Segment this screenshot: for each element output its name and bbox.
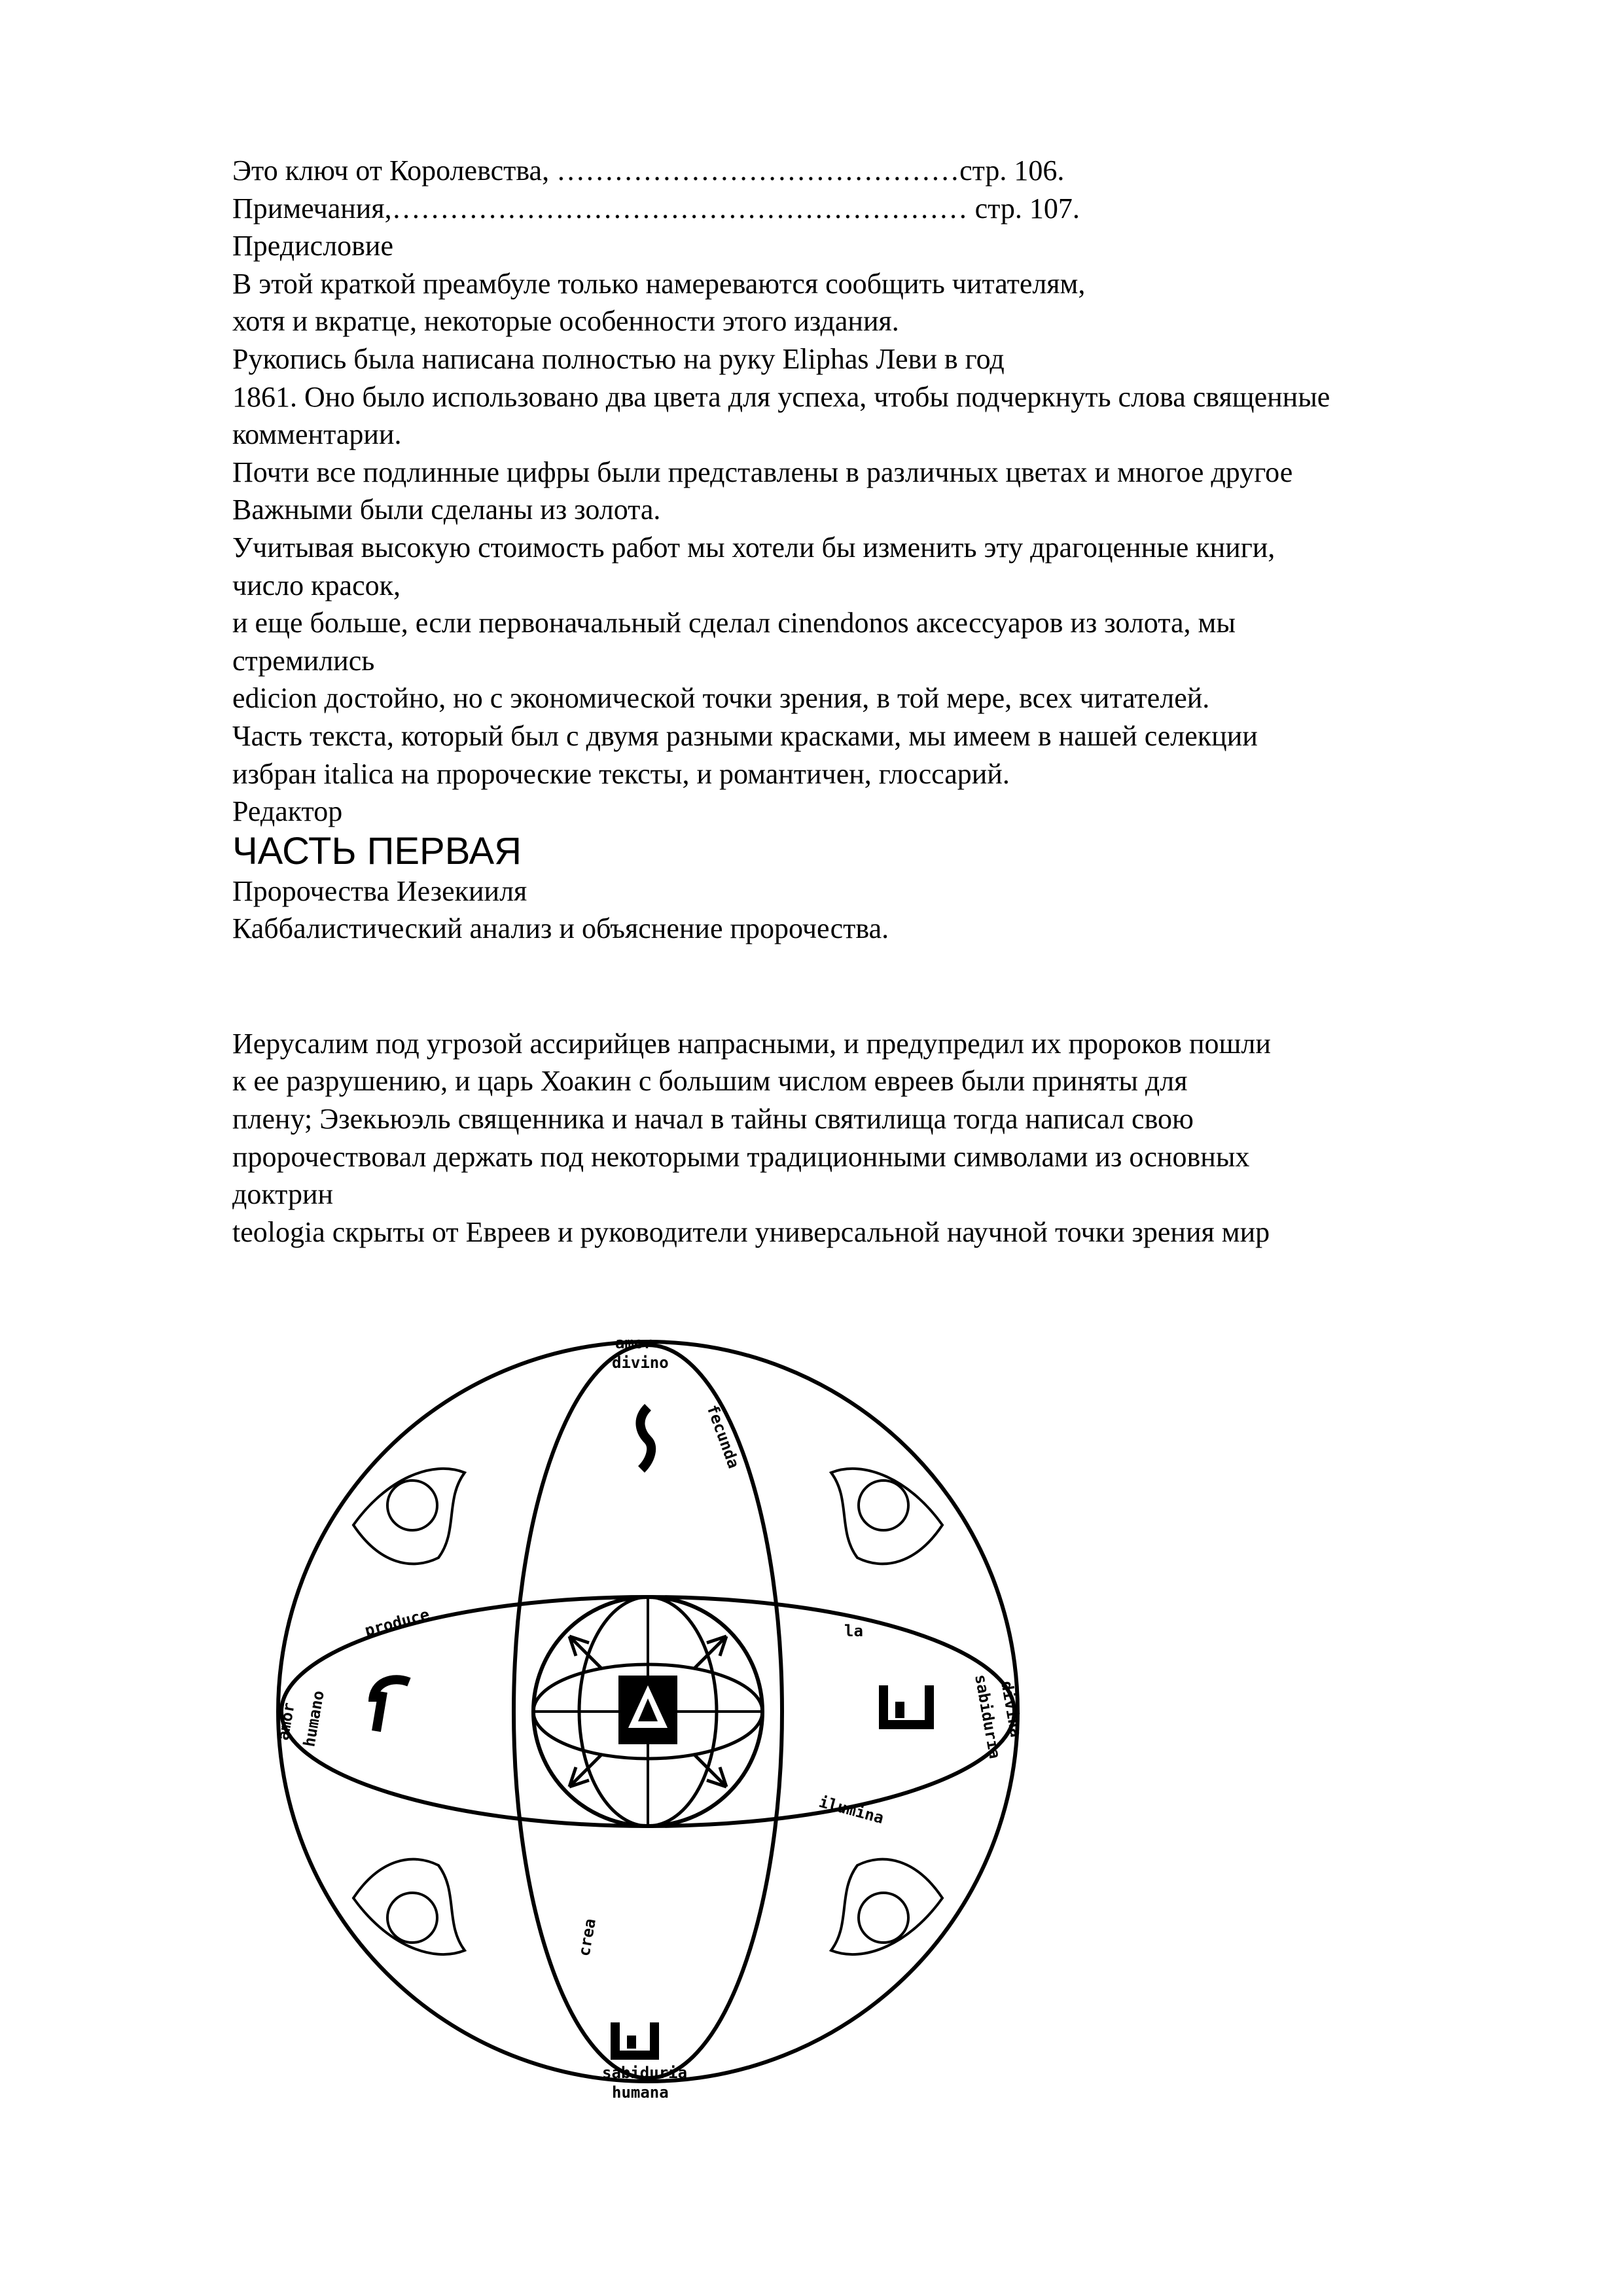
angel-bottom-right-icon (831, 1859, 942, 1954)
preface-line: стремились (232, 644, 375, 677)
body-line: Иерусалим под угрозой ассирийцев напрасными, и предупредил их пророков пошли (232, 1027, 1271, 1060)
label-fecunda: fecunda (703, 1402, 743, 1471)
label-crea: crea (575, 1917, 599, 1958)
kabbalistic-sphere-figure (262, 1309, 1034, 2114)
preface-line: Рукопись была написана полностью на руку Eliphas Леви в год (232, 342, 1005, 375)
central-triangle-icon (618, 1676, 677, 1744)
letter-yod-left-icon (373, 1679, 409, 1731)
letter-yod-top-icon (640, 1407, 651, 1469)
paragraph-gap (232, 948, 1515, 1025)
subtitle-analysis: Каббалистический анализ и объяснение пророчества. (232, 912, 889, 945)
part-heading: ЧАСТЬ ПЕРВАЯ (232, 829, 522, 872)
label-divina: divina (997, 1679, 1026, 1739)
label-divino: divino (612, 1354, 669, 1372)
angel-face-bottom-left-icon (387, 1893, 437, 1943)
label-sabiduria-humana: sabiduria (602, 2064, 688, 2082)
preface-line: хотя и вкратце, некоторые особенности этого издания. (232, 305, 899, 338)
preface-line: избран italica на пророческие тексты, и романтичен, глоссарий. (232, 757, 1010, 790)
angel-top-left-icon (353, 1469, 465, 1564)
letter-he-right-icon (883, 1685, 929, 1725)
preface-line: Важными были сделаны из золота. (232, 493, 661, 526)
toc-line-1: Это ключ от Королевства, ……………………………………стр. 106. (232, 154, 1065, 187)
preface-line: Почти все подлинные цифры были представлены в различных цветах и многое другое (232, 456, 1293, 488)
text-block (232, 152, 1515, 1251)
body-line: пророчествовал держать под некоторыми традиционными символами из основных (232, 1140, 1250, 1173)
letter-he-bottom-icon (615, 2022, 654, 2055)
body-line: плену; Эзекьюэль священника и начал в тайны святилища тогда написал свою (232, 1103, 1194, 1136)
preface-line: комментарии. (232, 418, 402, 451)
preface-line: Учитывая высокую стоимость работ мы хотели бы изменить эту драгоценные книги, (232, 531, 1275, 564)
subtitle-prophecies: Пророчества Иезекииля (232, 874, 527, 907)
preface-line: edicion достойно, но с экономической точки зрения, в той мере, всех читателей. (232, 682, 1210, 715)
sphere-drawing (262, 1309, 1034, 2114)
angel-face-top-left-icon (387, 1480, 437, 1530)
body-line: teologia скрыты от Евреев и руководители универсальной научной точки зрения мир (232, 1215, 1270, 1248)
label-humana: humana (612, 2083, 669, 2102)
angel-face-bottom-right-icon (859, 1893, 908, 1943)
label-humano: humano (300, 1689, 328, 1749)
label-amor-divino: amor (615, 1334, 653, 1352)
preface-title: Предисловие (232, 230, 393, 262)
angel-face-top-right-icon (859, 1480, 908, 1530)
preface-line: 1861. Оно было использовано два цвета для успеха, чтобы подчеркнуть слова священные (232, 380, 1330, 413)
label-produce: produce (363, 1605, 432, 1640)
preface-line: число красок, (232, 569, 401, 601)
toc-line-2: Примечания,…………………………………………………… стр. 107. (232, 192, 1080, 224)
label-amor-humano: amor (274, 1701, 298, 1742)
label-la: la (844, 1622, 863, 1640)
label-ilumina: ilumina (817, 1792, 886, 1827)
body-line: к ее разрушению, и царь Хоакин с большим числом евреев были приняты для (232, 1065, 1188, 1098)
body-line: доктрин (232, 1178, 334, 1211)
angel-top-right-icon (831, 1469, 942, 1564)
label-sabiduria-divina: sabiduria (971, 1673, 1005, 1761)
editor-signature: Редактор (232, 795, 343, 828)
preface-line: В этой краткой преамбуле только намереваются сообщить читателям, (232, 267, 1086, 300)
angel-bottom-left-icon (353, 1859, 465, 1954)
preface-line: и еще больше, если первоначальный сделал cinendonos аксессуаров из золота, мы (232, 607, 1236, 639)
preface-line: Часть текста, который был с двумя разными красками, мы имеем в нашей селекции (232, 719, 1258, 752)
